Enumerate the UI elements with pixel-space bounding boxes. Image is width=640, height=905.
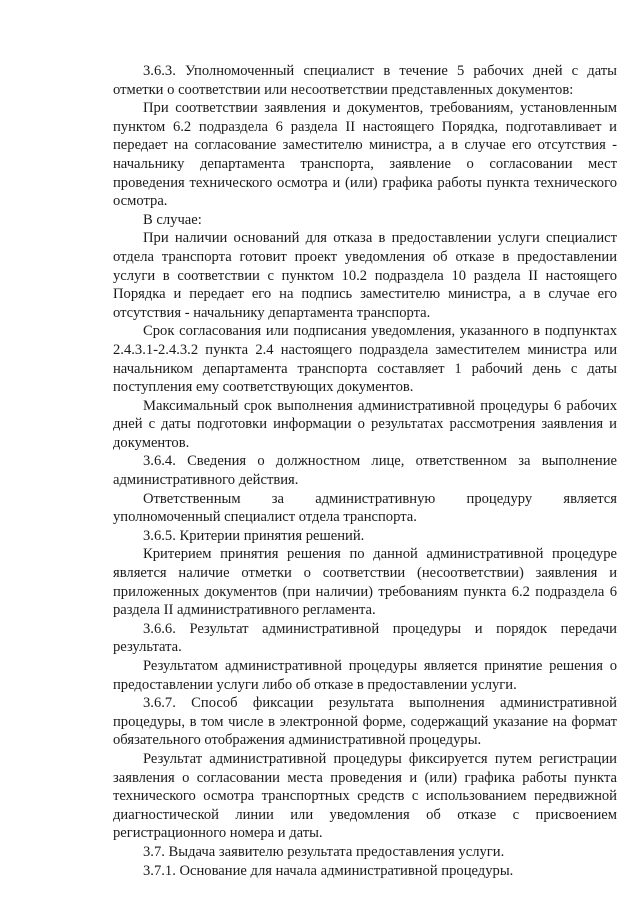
paragraph-compliance: При соответствии заявления и документов, требованиям, установленным пунктом 6.2 подраздела 6 раздела II настоящего Порядка, подготавливает и передает на согласование заместителю министра, а в случае его отсутствия - начальнику департамента транспорта, заявление о согласовании мест проведения технического осмотра и (или) графика работы пункта технического осмотра. bbox=[113, 100, 617, 210]
document-page bbox=[113, 62, 617, 880]
paragraph-result: Результатом административной процедуры является принятие решения о предоставлении услуги либо об отказе в предоставлении услуги. bbox=[113, 658, 617, 693]
paragraph-3-6-4: 3.6.4. Сведения о должностном лице, ответственном за выполнение административного действия. bbox=[113, 453, 617, 489]
paragraph-max-term: Максимальный срок выполнения административной процедуры 6 рабочих дней с даты подготовки информации о результатах рассмотрения заявления и документов. bbox=[113, 397, 617, 451]
paragraph-responsible: Ответственным за административную процедуру является уполномоченный специалист отдела транспорта. bbox=[113, 490, 617, 526]
paragraph-result-fixed: Результат административной процедуры фиксируется путем регистрации заявления о согласовании места проведения и (или) графика работы пункта технического осмотра транспортных средств с использованием передвижной диагностической линии или уведомления об отказе с присвоением регистрационного номера и даты. bbox=[113, 750, 617, 842]
paragraph-refusal-grounds: При наличии оснований для отказа в предоставлении услуги специалист отдела транспорта готовит проект уведомления об отказе в предоставлении услуги в соответствии с пунктом 10.2 подраздела 10 раздела II настоящего Порядка и передает его на подпись заместителю министра, а в случае его отсутствия - начальнику департамента транспорта. bbox=[113, 230, 617, 321]
paragraph-3-7-1: 3.7.1. Основание для начала административной процедуры. bbox=[143, 862, 514, 879]
paragraph-3-6-3: 3.6.3. Уполномоченный специалист в течение 5 рабочих дней с даты отметки о соответствии или несоответствии представленных документов: bbox=[113, 63, 617, 98]
paragraph-3-6-7: 3.6.7. Способ фиксации результата выполнения административной процедуры, в том числе в электронной форме, содержащий указание на формат обязательного отображения административной процедуры. bbox=[113, 695, 617, 749]
paragraph-criterion: Критерием принятия решения по данной административной процедуре является наличие отметки о соответствии (несоответствии) заявления и приложенных документов (при наличии) требованиям пункта 6.2 подраздела 6 раздела II административного регламента. bbox=[113, 546, 617, 619]
paragraph-in-case: В случае: bbox=[143, 211, 202, 228]
paragraph-approval-term: Срок согласования или подписания уведомления, указанного в подпунктах 2.4.3.1-2.4.3.2 пункта 2.4 настоящего подраздела заместителем министра или начальником департамента транспорта составляет 1 рабочий день с даты поступления ему соответствующих документов. bbox=[113, 323, 617, 396]
paragraph-3-7: 3.7. Выдача заявителю результата предоставления услуги. bbox=[143, 843, 505, 860]
paragraph-3-6-5: 3.6.5. Критерии принятия решений. bbox=[143, 527, 365, 544]
paragraph-3-6-6: 3.6.6. Результат административной процедуры и порядок передачи результата. bbox=[113, 620, 617, 656]
